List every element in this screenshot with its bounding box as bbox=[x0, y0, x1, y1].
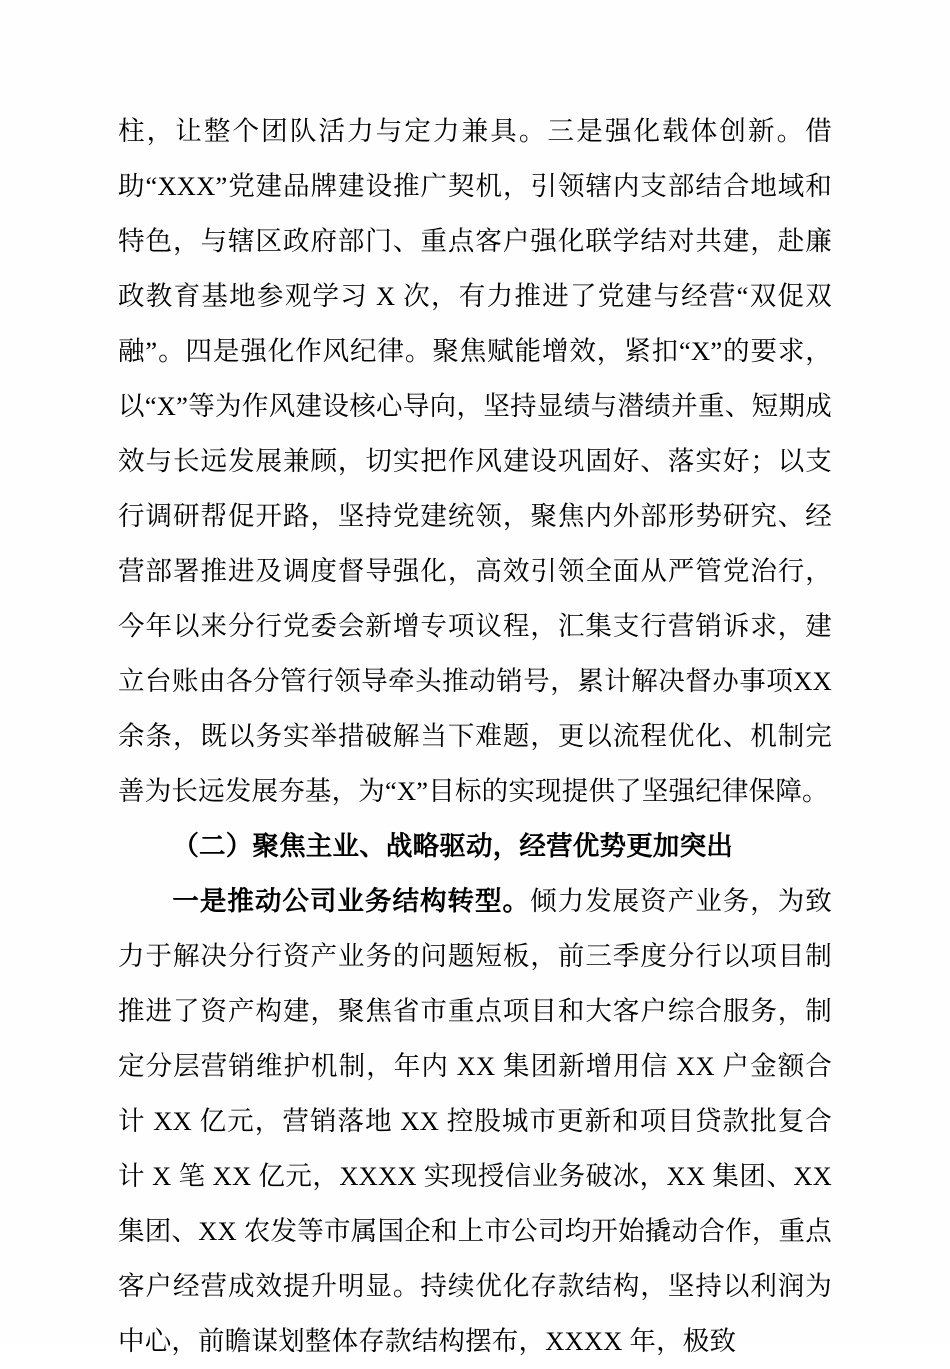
section-heading-two: （二）聚焦主业、战略驱动，经营优势更加突出 bbox=[172, 831, 734, 861]
paragraph-business-transformation bbox=[118, 874, 832, 1369]
paragraph-lead-bold: 一是推动公司业务结构转型。 bbox=[172, 886, 531, 916]
paragraph-text: 倾力发展资产业务，为致力于解决分行资产业务的问题短板，前三季度分行以项目制推进了资产构建，聚焦省市重点项目和大客户综合服务，制定分层营销维护机制，年内 XX 集团新增用信 XX 户金额合计 XX 亿元，营销落地 XX 控股城市更新和项目贷款批复合计 X 笔 XX 亿元，XXXX 实现授信业务破冰，XX 集团、XX 集团、XX 农发等市属国企和上市公司均开始撬动合作，重点客户经营成效提升明显。持续优化存款结构，坚持以利润为中心，前瞻谋划整体存款结构摆布，XXXX 年，极致 bbox=[118, 886, 833, 1356]
paragraph-continuation: 柱，让整个团队活力与定力兼具。三是强化载体创新。借助“XXX”党建品牌建设推广契机，引领辖内支部结合地域和特色，与辖区政府部门、重点客户强化联学结对共建，赴廉政教育基地参观学习 X 次，有力推进了党建与经营“双促双融”。四是强化作风纪律。聚焦赋能增效，紧扣“X”的要求，以“X”等为作风建设核心导向，坚持显绩与潜绩并重、短期成效与长远发展兼顾，切实把作风建设巩固好、落实好；以支行调研帮促开路，坚持党建统领，聚焦内外部形势研究、经营部署推进及调度督导强化，高效引领全面从严管党治行，今年以来分行党委会新增专项议程，汇集支行营销诉求，建立台账由各分管行领导牵头推动销号，累计解决督办事项XX余条，既以务实举措破解当下难题，更以流程优化、机制完善为长远发展夯基，为“X”目标的实现提供了坚强纪律保障。 bbox=[118, 116, 832, 806]
document-body bbox=[118, 104, 832, 1369]
